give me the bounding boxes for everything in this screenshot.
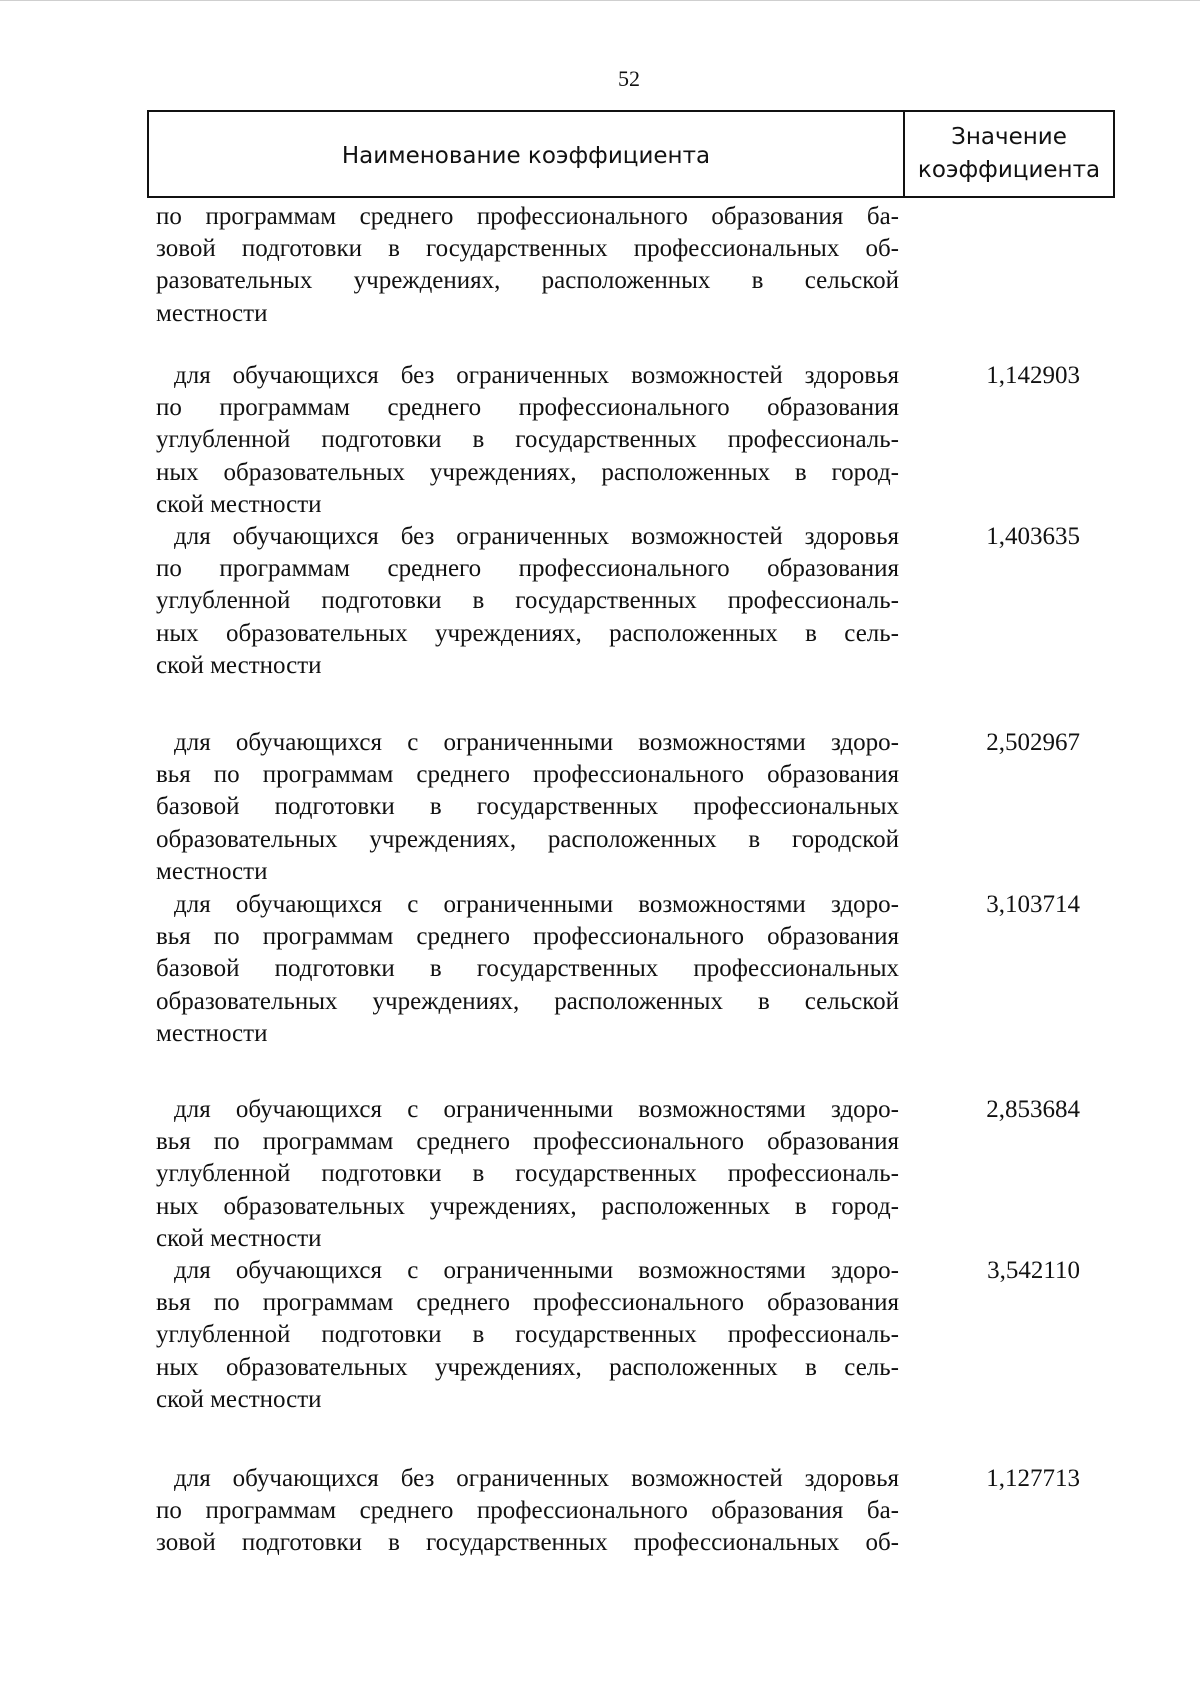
entry-line: для обучающихся без ограниченных возможностей здоровья <box>174 362 899 389</box>
entry-line: местности <box>156 1019 268 1047</box>
entry-line: по программам среднего профессионального образования <box>156 394 899 422</box>
entry-line: для обучающихся без ограниченных возможностей здоровья <box>174 1465 899 1492</box>
entry-line: вья по программам среднего профессионального образования <box>156 761 899 789</box>
entry-line: ных образовательных учреждениях, расположенных в город- <box>156 458 899 486</box>
coefficient-value: 3,542110 <box>987 1257 1080 1284</box>
coefficient-entry <box>156 201 899 330</box>
table-header <box>147 110 1115 198</box>
coefficient-value: 3,103714 <box>986 891 1080 918</box>
entry-line: по программам среднего профессионального образования ба- <box>156 1497 899 1525</box>
coefficient-value: 1,127713 <box>986 1465 1080 1492</box>
entry-line: для обучающихся без ограниченных возможностей здоровья <box>174 523 899 550</box>
entry-line: ской местности <box>156 651 322 679</box>
entry-line: зовой подготовки в государственных профессиональных об- <box>156 235 899 263</box>
entry-line: ных образовательных учреждениях, расположенных в город- <box>156 1192 899 1220</box>
coefficient-value: 1,142903 <box>986 362 1080 389</box>
entry-line: местности <box>156 857 268 885</box>
entry-line: ных образовательных учреждениях, расположенных в сель- <box>156 619 899 647</box>
entry-line: разовательных учреждениях, расположенных в сельской <box>156 267 899 295</box>
entry-line: углубленной подготовки в государственных профессиональ- <box>156 426 899 454</box>
coefficient-entry <box>156 360 899 521</box>
page-top-edge <box>0 0 1200 1</box>
entry-line: для обучающихся с ограниченными возможностями здоро- <box>174 1257 899 1284</box>
coefficient-entry <box>156 889 899 1050</box>
coefficient-entry <box>156 1094 899 1255</box>
coefficient-value: 2,853684 <box>986 1096 1080 1123</box>
coefficient-entry <box>156 727 899 888</box>
page-number: 52 <box>618 66 640 91</box>
coefficient-value: 2,502967 <box>986 729 1080 756</box>
entry-line: по программам среднего профессионального образования <box>156 555 899 583</box>
entry-line: зовой подготовки в государственных профессиональных об- <box>156 1529 899 1557</box>
entry-line: образовательных учреждениях, расположенных в городской <box>156 825 899 853</box>
entry-line: ской местности <box>156 1224 322 1252</box>
entry-line: местности <box>156 299 268 327</box>
header-coefficient-value: Значение коэффициента <box>917 124 1101 183</box>
entry-line: вья по программам среднего профессионального образования <box>156 1289 899 1317</box>
entry-line: для обучающихся с ограниченными возможностями здоро- <box>174 729 899 756</box>
entry-line: для обучающихся с ограниченными возможностями здоро- <box>174 891 899 918</box>
entry-line: образовательных учреждениях, расположенных в сельской <box>156 987 899 1015</box>
coefficient-value: 1,403635 <box>986 523 1080 550</box>
entry-line: ской местности <box>156 490 322 518</box>
entry-line: ных образовательных учреждениях, расположенных в сель- <box>156 1353 899 1381</box>
entry-line: углубленной подготовки в государственных профессиональ- <box>156 1321 899 1349</box>
entry-line: вья по программам среднего профессионального образования <box>156 1128 899 1156</box>
entry-line: базовой подготовки в государственных профессиональных <box>156 955 899 983</box>
entry-line: для обучающихся с ограниченными возможностями здоро- <box>174 1096 899 1123</box>
entry-line: по программам среднего профессионального образования ба- <box>156 203 899 230</box>
coefficient-entry <box>156 1255 899 1416</box>
entry-line: ской местности <box>156 1385 322 1413</box>
entry-line: вья по программам среднего профессионального образования <box>156 923 899 951</box>
entry-line: углубленной подготовки в государственных профессиональ- <box>156 1160 899 1188</box>
entry-line: базовой подготовки в государственных профессиональных <box>156 793 899 821</box>
coefficient-entry <box>156 1463 899 1560</box>
entry-line: углубленной подготовки в государственных профессиональ- <box>156 587 899 615</box>
coefficient-entry <box>156 521 899 682</box>
header-coefficient-name: Наименование коэффициента <box>149 112 905 196</box>
